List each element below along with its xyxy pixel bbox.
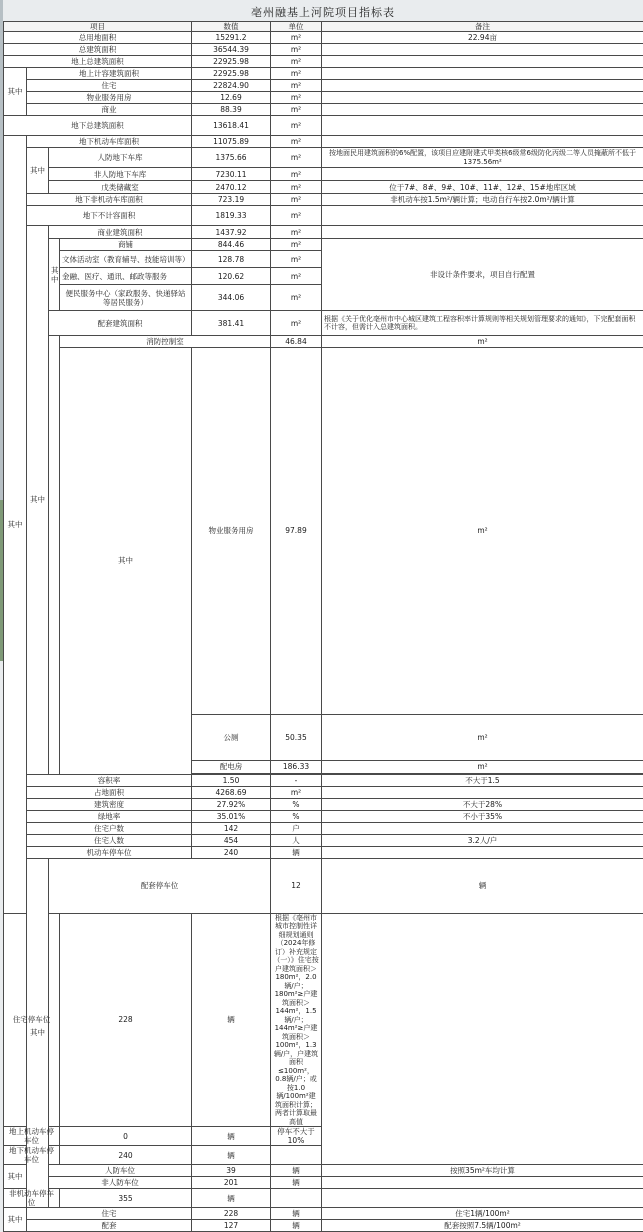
row-unit: m² <box>271 251 322 268</box>
row-note <box>271 1146 322 1165</box>
table-row <box>4 226 643 239</box>
row-value: 97.89 <box>271 348 322 715</box>
row-note: 配套按照7.5辆/100m² <box>322 1220 643 1232</box>
row-unit: m² <box>271 311 322 336</box>
row-label: 物业服务用房 <box>27 92 192 104</box>
row-note: 位于7#、8#、9#、10#、11#、12#、15#地库区域 <box>322 181 643 194</box>
row-value: 120.62 <box>192 268 271 285</box>
row-note <box>322 92 643 104</box>
table-row <box>4 311 643 336</box>
group-label: 其中 <box>4 136 27 914</box>
row-label: 商铺 <box>60 239 192 251</box>
row-label: 机动车停车位 <box>27 846 192 858</box>
row-label: 住宅 <box>27 1208 192 1220</box>
row-note <box>322 136 643 148</box>
row-note: 非机动车按1.5m²/辆计算；电动自行车按2.0m²/辆计算 <box>322 194 643 206</box>
row-unit: m² <box>271 239 322 251</box>
row-unit: 辆 <box>192 1146 271 1165</box>
table-row <box>4 104 643 116</box>
row-value: 22925.98 <box>192 56 271 68</box>
table-row <box>4 206 643 226</box>
row-value: 1375.66 <box>192 148 271 168</box>
row-note <box>322 226 643 239</box>
row-note <box>271 1189 322 1208</box>
row-unit: m² <box>271 168 322 181</box>
row-label: 戊类储藏室 <box>49 181 192 194</box>
group-label: 其中 <box>4 1208 27 1232</box>
table-row <box>4 136 643 148</box>
table-row <box>4 822 643 834</box>
row-value: 240 <box>60 1146 192 1165</box>
table-row <box>4 858 643 913</box>
table-row <box>4 1177 643 1189</box>
row-unit: m² <box>271 226 322 239</box>
row-label: 文体活动室（教育辅导、技能培训等） <box>60 251 192 268</box>
row-value: 723.19 <box>192 194 271 206</box>
row-value: 1.50 <box>192 774 271 786</box>
row-unit: m² <box>271 92 322 104</box>
table-row <box>4 68 643 80</box>
row-label: 总建筑面积 <box>4 44 192 56</box>
row-label: 占地面积 <box>27 786 192 798</box>
row-note <box>322 56 643 68</box>
row-unit: 辆 <box>271 1208 322 1220</box>
row-value: 355 <box>60 1189 192 1208</box>
group-label: 其中 <box>27 148 49 194</box>
row-value: 7230.11 <box>192 168 271 181</box>
indicator-table <box>3 21 643 1232</box>
table-row <box>4 913 643 1127</box>
row-note: 不小于35% <box>322 810 643 822</box>
table-row <box>4 1189 643 1208</box>
row-note: 按地面民用建筑面积的6%配置，该项目应建附建式甲类核6级常6级防化丙级二等人员掩蔽所不低于1375.56m² <box>322 148 643 168</box>
row-label: 便民服务中心（家政服务、快递驿站等居民服务） <box>60 285 192 311</box>
row-label: 总用地面积 <box>4 32 192 44</box>
row-label: 容积率 <box>27 774 192 786</box>
header-unit: 单位 <box>271 22 322 32</box>
row-note <box>322 846 643 858</box>
row-value: 50.35 <box>271 714 322 760</box>
row-unit: % <box>271 810 322 822</box>
table-row <box>4 194 643 206</box>
row-unit: m² <box>322 348 643 715</box>
row-label: 人防车位 <box>49 1165 192 1177</box>
group-label: 其中 <box>27 858 49 1208</box>
row-value: 12.69 <box>192 92 271 104</box>
row-unit: m² <box>322 714 643 760</box>
row-value: 1819.33 <box>192 206 271 226</box>
row-unit: 人 <box>271 834 322 846</box>
row-label: 非人防地下车库 <box>49 168 192 181</box>
row-label: 住宅人数 <box>27 834 192 846</box>
row-label: 非机动车停车位 <box>4 1189 60 1208</box>
row-value: 0 <box>60 1127 192 1146</box>
row-unit: m² <box>271 786 322 798</box>
row-unit: m² <box>271 116 322 136</box>
row-note <box>322 206 643 226</box>
row-note <box>322 822 643 834</box>
row-value: 4268.69 <box>192 786 271 798</box>
row-value: 381.41 <box>192 311 271 336</box>
table-row <box>4 32 643 44</box>
row-note <box>322 44 643 56</box>
row-label: 商业 <box>27 104 192 116</box>
row-unit: m² <box>271 268 322 285</box>
row-value: 240 <box>192 846 271 858</box>
row-label: 住宅户数 <box>27 822 192 834</box>
header-value: 数值 <box>192 22 271 32</box>
row-label: 建筑密度 <box>27 798 192 810</box>
table-row <box>4 798 643 810</box>
table-row <box>4 239 643 251</box>
table-row <box>4 56 643 68</box>
row-value: 844.46 <box>192 239 271 251</box>
table-row <box>4 348 643 715</box>
row-value: 11075.89 <box>192 136 271 148</box>
row-note: 不大于1.5 <box>322 774 643 786</box>
row-label: 消防控制室 <box>60 336 271 348</box>
row-label: 住宅 <box>27 80 192 92</box>
group-label: 其中 <box>49 239 60 311</box>
table-row <box>4 1146 643 1165</box>
row-value: 12 <box>271 858 322 913</box>
row-value: 46.84 <box>271 336 322 348</box>
row-value: 142 <box>192 822 271 834</box>
header-item: 项目 <box>4 22 192 32</box>
row-label: 住宅停车位 <box>4 913 60 1127</box>
table-row <box>4 1127 643 1146</box>
row-unit: 辆 <box>322 858 643 913</box>
row-value: 27.92% <box>192 798 271 810</box>
row-value: 35.01% <box>192 810 271 822</box>
row-note <box>322 168 643 181</box>
row-note: 住宅1辆/100m² <box>322 1208 643 1220</box>
header-note: 备注 <box>322 22 643 32</box>
row-unit: 户 <box>271 822 322 834</box>
row-unit: m² <box>271 285 322 311</box>
row-unit: m² <box>322 760 643 773</box>
row-value: 13618.41 <box>192 116 271 136</box>
row-unit: m² <box>271 194 322 206</box>
row-label: 地下总建筑面积 <box>4 116 192 136</box>
row-label: 人防地下车库 <box>49 148 192 168</box>
row-unit: 辆 <box>192 913 271 1127</box>
row-unit: m² <box>271 136 322 148</box>
row-unit: 辆 <box>271 1165 322 1177</box>
row-note: 3.2人/户 <box>322 834 643 846</box>
row-note <box>322 1177 643 1189</box>
table-row <box>4 810 643 822</box>
row-unit: 辆 <box>271 846 322 858</box>
row-value: 454 <box>192 834 271 846</box>
table-row <box>4 92 643 104</box>
table-row <box>4 1165 643 1177</box>
row-value: 2470.12 <box>192 181 271 194</box>
table-row <box>4 181 643 194</box>
row-unit: m² <box>271 32 322 44</box>
row-label: 金融、医疗、通讯、邮政等服务 <box>60 268 192 285</box>
row-note <box>322 786 643 798</box>
row-value: 15291.2 <box>192 32 271 44</box>
table-row <box>4 116 643 136</box>
group-label <box>49 336 60 775</box>
row-unit: % <box>271 798 322 810</box>
row-label: 地下机动车停车位 <box>4 1146 60 1165</box>
row-unit: m² <box>271 44 322 56</box>
row-unit: 辆 <box>192 1189 271 1208</box>
indicator-sheet <box>3 21 643 1232</box>
table-row <box>4 834 643 846</box>
row-value: 127 <box>192 1220 271 1232</box>
row-unit: m² <box>271 80 322 92</box>
row-unit: - <box>271 774 322 786</box>
row-note: 22.94亩 <box>322 32 643 44</box>
row-note <box>322 116 643 136</box>
table-row <box>4 80 643 92</box>
row-unit: m² <box>271 56 322 68</box>
row-value: 88.39 <box>192 104 271 116</box>
table-row <box>4 336 643 348</box>
group-label: 其中 <box>4 68 27 116</box>
row-note: 按照35m²车均计算 <box>322 1165 643 1177</box>
row-label: 商业建筑面积 <box>49 226 192 239</box>
row-label: 公厕 <box>192 714 271 760</box>
row-label: 地下不计容面积 <box>27 206 192 226</box>
row-note <box>322 104 643 116</box>
row-note: 根据《亳州市城市控制性详细规划通则（2024年修订）补充规定（一）》住宅按户建筑面积＞180m²，2.0辆/户；180m²≥户建筑面积＞144m²，1.5辆/户；144m²≥户建筑面积＞100m²，1.3辆/户，户建筑面积≤100m²，0.8辆/户；或按1.0辆/100m²建筑面积计算；两者计算取最高值 <box>271 913 322 1127</box>
row-label: 配套停车位 <box>49 858 271 913</box>
row-value: 22824.90 <box>192 80 271 92</box>
table-row <box>4 1208 643 1220</box>
row-note: 根据《关于优化亳州市中心城区建筑工程容积率计算规则等相关规划管理要求的通知》，下完配套面积不计容，但需计入总建筑面积。 <box>322 311 643 336</box>
row-label: 配套 <box>27 1220 192 1232</box>
group-label: 其中 <box>27 226 49 775</box>
row-value: 201 <box>192 1177 271 1189</box>
row-unit: m² <box>271 148 322 168</box>
row-label: 地上计容建筑面积 <box>27 68 192 80</box>
row-unit: m² <box>271 181 322 194</box>
row-label: 地下非机动车库面积 <box>27 194 192 206</box>
row-unit: 辆 <box>192 1127 271 1146</box>
row-value: 228 <box>192 1208 271 1220</box>
row-label: 绿地率 <box>27 810 192 822</box>
row-label: 地上总建筑面积 <box>4 56 192 68</box>
row-value: 39 <box>192 1165 271 1177</box>
table-row <box>4 1220 643 1232</box>
row-unit: m² <box>322 336 643 348</box>
row-label: 配电房 <box>192 760 271 773</box>
row-value: 128.78 <box>192 251 271 268</box>
table-row <box>4 846 643 858</box>
row-unit: 辆 <box>271 1177 322 1189</box>
row-value: 186.33 <box>271 760 322 773</box>
row-value: 22925.98 <box>192 68 271 80</box>
row-label: 配套建筑面积 <box>49 311 192 336</box>
table-row <box>4 44 643 56</box>
header-row <box>4 22 643 32</box>
row-label: 地上机动车停车位 <box>4 1127 60 1146</box>
row-note: 停车不大于10% <box>271 1127 322 1146</box>
row-value: 36544.39 <box>192 44 271 56</box>
row-label: 物业服务用房 <box>192 348 271 715</box>
table-row <box>4 168 643 181</box>
row-note: 非设计条件要求，项目自行配置 <box>322 239 643 311</box>
group-label: 其中 <box>4 1165 27 1189</box>
row-unit: m² <box>271 206 322 226</box>
row-unit: m² <box>271 68 322 80</box>
row-unit: m² <box>271 104 322 116</box>
row-note <box>322 68 643 80</box>
table-row <box>4 774 643 786</box>
group-label: 其中 <box>60 348 192 775</box>
table-row <box>4 786 643 798</box>
row-note: 不大于28% <box>322 798 643 810</box>
row-unit: 辆 <box>271 1220 322 1232</box>
table-row <box>4 148 643 168</box>
row-label: 非人防车位 <box>49 1177 192 1189</box>
row-value: 344.06 <box>192 285 271 311</box>
row-label: 地下机动车库面积 <box>27 136 192 148</box>
row-value: 1437.92 <box>192 226 271 239</box>
row-value: 228 <box>60 913 192 1127</box>
table-title: 亳州融基上河院项目指标表 <box>3 5 643 21</box>
row-note <box>322 80 643 92</box>
